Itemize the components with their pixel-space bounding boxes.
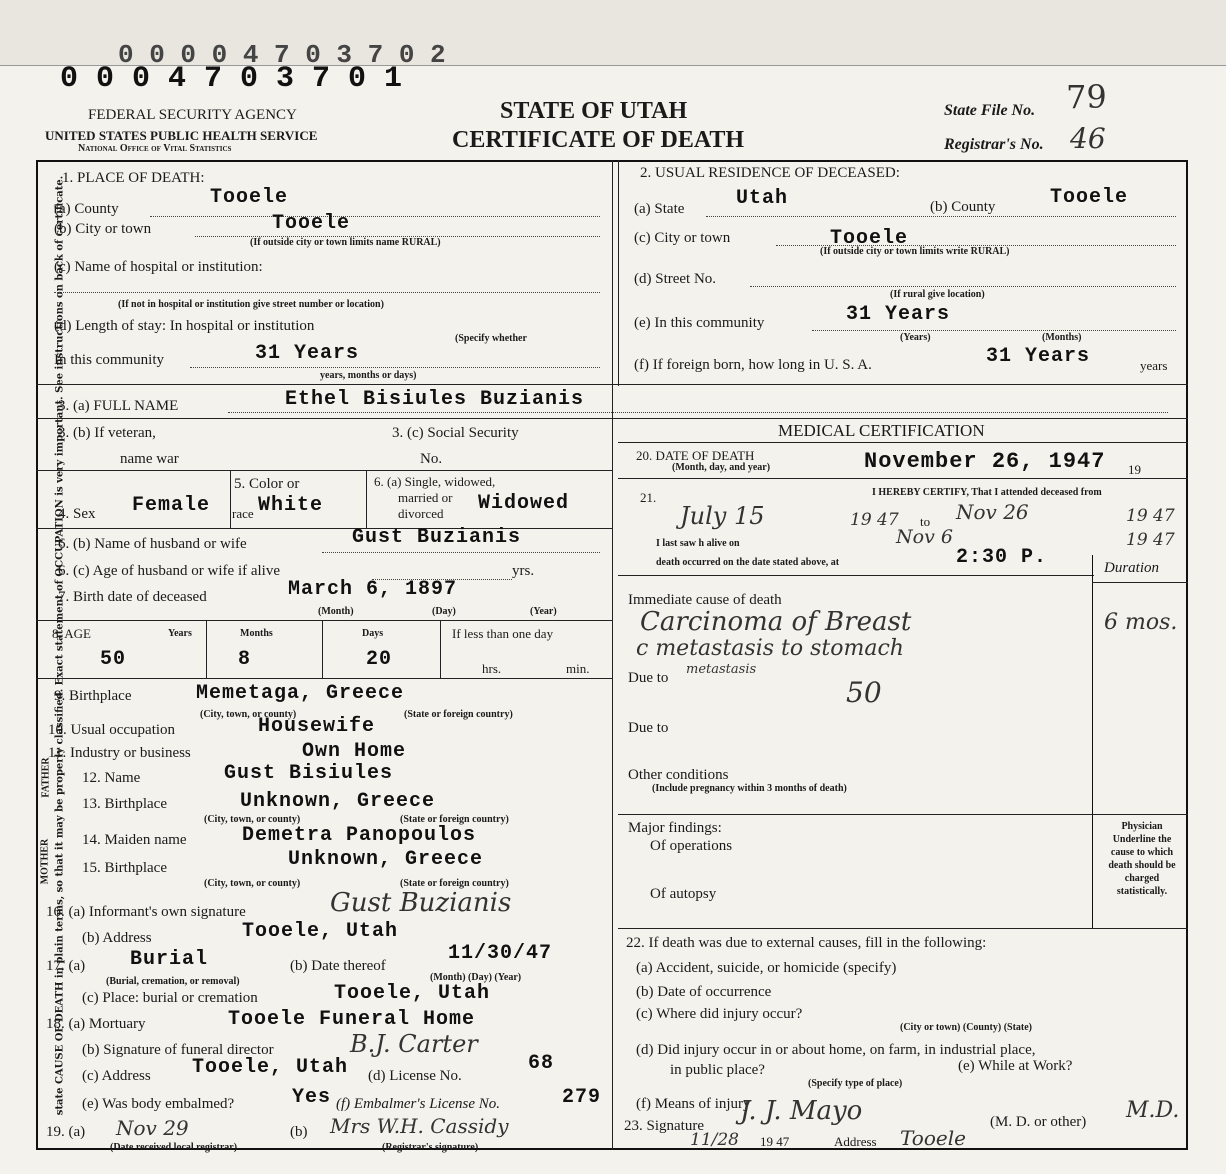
mother-birth-state-note: (State or foreign country) [400,878,509,889]
license-label: (d) License No. [368,1068,462,1084]
father-birth-label: 13. Birthplace [82,796,167,812]
birthplace-value: Memetaga, Greece [196,682,405,705]
director-label: (b) Signature of funeral director [82,1042,274,1058]
hospital-label: (c) Name of hospital or institution: [54,259,263,275]
medical-heading: MEDICAL CERTIFICATION [778,421,985,440]
burial-date-note: (Month) (Day) (Year) [430,972,522,983]
father-birth-state-note: (State or foreign country) [400,814,509,825]
embalmer-value: 279 [562,1086,602,1109]
external-heading: 22. If death was due to external causes, fill in the following: [626,935,987,951]
birth-day-note: (Day) [432,606,456,617]
attended-from: July 15 [680,502,765,530]
age-label: 8. AGE [52,626,91,641]
residence-state-line [706,216,1176,217]
age-months-label: Months [240,628,273,639]
burial-date-label: (b) Date thereof [290,958,386,974]
disposition-label: 17. (a) [46,958,86,974]
maiden-label: 14. Maiden name [82,832,187,848]
signature-address-label: Address [834,1134,877,1149]
certificate-number: 0 0 0 4 7 0 3 7 0 1 [60,62,403,96]
age-row-top [36,620,612,621]
birth-value: March 6, 1897 [288,578,458,601]
informant-signature: Gust Buzianis [330,888,512,918]
signature-label: 23. Signature [624,1118,704,1134]
attended-to: Nov 26 [956,500,1029,524]
mortuary-label: 18. (a) Mortuary [46,1016,146,1032]
occupation-value: Housewife [258,715,376,738]
center-divider [612,160,613,1150]
place-city-note: (If outside city or town limits name RURAL) [250,237,441,248]
death-date-label: 20. DATE OF DEATH [636,448,755,463]
registrar-label: Registrar's No. [944,136,1044,153]
industry-label: 11. Industry or business [48,745,191,761]
major-line-top [618,814,1188,815]
external-f: (f) Means of injury [636,1096,751,1112]
full-name-line [228,412,1168,413]
age-divider-2 [322,620,323,678]
physician-note: Physician Underline the cause to which death should be charged statistically. [1108,821,1176,897]
foreign-unit: years [1140,358,1168,373]
autopsy-label: Of autopsy [650,886,717,902]
age-days-label: Days [362,628,384,639]
veteran-label: 3. (b) If veteran, [58,425,156,441]
attended-to-year: 19 47 [1126,506,1175,526]
sex-label: 4. Sex [58,506,96,522]
birth-label: 7. Birth date of deceased [58,589,207,605]
external-line-top [618,928,1188,929]
certify-num: 21. [640,490,657,505]
center-divider-2 [618,160,619,386]
spouse-label: 6. (b) Name of husband or wife [58,536,247,552]
mother-birth-label: 15. Birthplace [82,860,167,876]
signature-value: J. J. Mayo [740,1096,863,1126]
external-d: (d) Did injury occur in or about home, on farm, in industrial place, [636,1042,1036,1058]
father-birth-value: Unknown, Greece [240,790,436,813]
residence-heading: 2. USUAL RESIDENCE OF DECEASED: [640,165,900,181]
age-years-value: 50 [100,648,127,671]
embalmer-label: (f) Embalmer's License No. [336,1096,501,1112]
external-d-note: (Specify type of place) [808,1078,903,1089]
director-signature: B.J. Carter [350,1030,478,1058]
major-label: Major findings: [628,820,722,836]
ss-label: 3. (c) Social Security [392,425,519,441]
community-line [190,367,600,368]
margin-note: state CAUSE OF DEATH in plain terms, so that it may be properly classified. Exact statement of OCCUPATION is very important. See instructions on back of certificate. [54,175,66,1116]
spouse-value: Gust Buzianis [352,526,522,549]
informant-address-value: Tooele, Utah [242,920,399,943]
community-note: years, months or days) [320,370,417,381]
external-c: (c) Where did injury occur? [636,1006,803,1022]
state-title: STATE OF UTAH [500,98,688,124]
residence-community-value: 31 Years [846,303,951,326]
duration-label-line [1092,582,1188,583]
community-value: 31 Years [255,342,360,365]
due-to-code: 50 [846,676,882,709]
veteran-label-2: name war [120,451,179,467]
signature-date: 11/28 [690,1130,739,1150]
burial-address-value: Tooele, Utah [192,1056,349,1079]
sex-row-bottom [36,528,612,529]
external-a: (a) Accident, suicide, or homicide (specify) [636,960,897,976]
office-name: National Office of Vital Statistics [78,143,232,154]
sex-color-divider [230,470,231,528]
mortuary-value: Tooele Funeral Home [228,1008,476,1031]
full-name-value: Ethel Bisiules Buzianis [285,388,585,411]
attended-from-year: 19 47 [850,510,899,530]
external-d2: in public place? [670,1062,765,1078]
father-side-label: FATHER [40,757,52,798]
marital-label: 6. (a) Single, widowed, [374,474,496,489]
certify-line-top [618,478,1188,479]
age-row-bottom [36,678,612,679]
immediate-value: Carcinoma of Breast [640,607,912,637]
death-date-note: (Month, day, and year) [672,462,771,473]
name-row-bottom [36,418,1188,419]
informant-label: 16. (a) Informant's own signature [46,904,246,920]
age-hrs: hrs. [482,661,502,676]
place-county-value: Tooele [210,186,289,209]
marital-label-3: divorced [398,506,444,521]
residence-street-label: (d) Street No. [634,271,717,287]
last-saw-label: I last saw h alive on [656,538,740,549]
spouse-line [322,552,600,553]
residence-community-label: (e) In this community [634,315,765,331]
father-name-value: Gust Bisiules [224,762,394,785]
residence-city-value: Tooele [830,227,909,250]
hospital-line [54,292,600,293]
place-city-value: Tooele [272,212,351,235]
agency-name: FEDERAL SECURITY AGENCY [88,107,297,123]
medical-heading-line [618,442,1188,443]
community-label: In this community [54,352,164,368]
residence-state-value: Utah [736,187,789,210]
last-saw-value: Nov 6 [896,526,953,548]
color-value: White [258,494,324,517]
mother-birth-value: Unknown, Greece [288,848,484,871]
industry-value: Own Home [302,740,407,763]
stay-label: (d) Length of stay: In hospital or institution [54,318,315,334]
residence-county-value: Tooele [1050,186,1129,209]
duration-label: Duration [1104,560,1160,576]
father-birth-city-note: (City, town, or county) [204,814,301,825]
age-divider-3 [440,620,441,678]
certify-text: I HEREBY CERTIFY, That I attended deceased from [872,487,1102,498]
birthplace-city-note: (City, town, or county) [200,709,297,720]
occurred-value: 2:30 P. [956,546,1048,569]
birthplace-state-note: (State or foreign country) [404,709,513,720]
foreign-value: 31 Years [986,345,1091,368]
external-c-note: (City or town) (County) (State) [900,1022,1033,1033]
external-b: (b) Date of occurrence [636,984,772,1000]
disposition-note: (Burial, cremation, or removal) [106,976,240,987]
residence-years-note: (Years) [900,332,931,343]
age-days-value: 20 [366,648,393,671]
death-date-suffix: 19 [1128,462,1141,477]
service-name: UNITED STATES PUBLIC HEALTH SERVICE [45,128,318,143]
external-e: (e) While at Work? [958,1058,1073,1074]
state-file-value: 79 [1066,78,1107,116]
informant-address-label: (b) Address [82,930,152,946]
spouse-age-label: 6. (c) Age of husband or wife if alive [58,563,281,579]
immediate-value-2: c metastasis to stomach [636,636,904,661]
burial-date-value: 11/30/47 [448,942,553,965]
place-county-label: (a) County [54,201,119,217]
certificate-number-behind: 0 0 0 0 4 7 0 3 7 0 2 [118,40,446,70]
age-divider-1 [206,620,207,678]
residence-city-label: (c) City or town [634,230,731,246]
place-heading: 1. PLACE OF DEATH: [62,170,205,186]
father-name-label: 12. Name [82,770,141,786]
birth-month-note: (Month) [318,606,354,617]
received-value: Nov 29 [116,1116,189,1140]
death-date-value: November 26, 1947 [864,449,1106,474]
place-city-label: (b) City or town [54,221,152,237]
embalmed-value: Yes [292,1086,332,1109]
name-row-top [36,384,1188,385]
maiden-value: Demetra Panopoulos [242,824,477,847]
other-note: (Include pregnancy within 3 months of death) [652,783,847,794]
residence-community-line [812,330,1176,331]
color-marital-divider [366,470,367,528]
residence-street-line [750,286,1176,287]
marital-value: Widowed [478,492,570,515]
signature-year: 19 47 [760,1134,790,1149]
color-label: 5. Color or [234,476,300,492]
registrar-signature: Mrs W.H. Cassidy [330,1114,509,1138]
age-under-day-label: If less than one day [452,626,554,641]
age-years-label: Years [168,628,192,639]
birthplace-label: 9. Birthplace [54,688,132,704]
residence-state-label: (a) State [634,201,685,217]
license-value: 68 [528,1052,555,1075]
age-min: min. [566,661,590,676]
race-label: race [232,506,254,521]
full-name-label: 3. (a) FULL NAME [58,398,179,414]
due-to-label: Due to [628,670,669,686]
residence-city-note: (If outside city or town limits write RURAL) [820,246,1010,257]
hospital-note: (If not in hospital or institution give street number or location) [118,299,384,310]
birth-year-note: (Year) [530,606,557,617]
due-to-value: metastasis [686,662,757,677]
burial-address-label: (c) Address [82,1068,151,1084]
burial-place-label: (c) Place: burial or cremation [82,990,258,1006]
foreign-label: (f) If foreign born, how long in U. S. A. [634,357,872,373]
residence-months-note: (Months) [1042,332,1082,343]
sex-row-top [36,470,612,471]
received-label: 19. (a) [46,1124,86,1140]
registrar-sig-note: (Registrar's signature) [382,1142,479,1153]
certificate-title: CERTIFICATE OF DEATH [452,127,745,153]
ss-label-2: No. [420,451,443,467]
received-note: (Date received local registrar) [110,1142,238,1153]
registrar-sig-label: (b) [290,1124,308,1140]
duration-line-top [618,575,1094,576]
operations-label: Of operations [650,838,733,854]
mother-birth-city-note: (City, town, or county) [204,878,301,889]
state-file-label: State File No. [944,102,1036,119]
registrar-value: 46 [1070,122,1106,155]
occurred-label: death occurred on the date stated above, at [656,557,840,568]
due-to-2-label: Due to [628,720,669,736]
disposition-value: Burial [130,948,209,971]
other-label: Other conditions [628,767,729,783]
mother-side-label: MOTHER [39,838,51,885]
last-saw-year: 19 47 [1126,530,1175,550]
signature-address-value: Tooele [900,1126,966,1150]
md-value: M.D. [1126,1098,1180,1123]
sex-value: Female [132,494,211,517]
attended-to-label: to [920,514,931,529]
md-label: (M. D. or other) [990,1114,1087,1130]
marital-label-2: married or [398,490,453,505]
embalmed-label: (e) Was body embalmed? [82,1096,235,1112]
occupation-label: 10. Usual occupation [48,722,176,738]
residence-street-note: (If rural give location) [890,289,985,300]
immediate-duration: 6 mos. [1104,610,1178,635]
age-months-value: 8 [238,648,252,671]
stay-note: (Specify whether [455,333,527,344]
burial-place-value: Tooele, Utah [334,982,491,1005]
immediate-label: Immediate cause of death [628,592,782,608]
place-county-line [150,216,600,217]
spouse-age-unit: yrs. [512,563,535,579]
residence-county-label: (b) County [930,199,996,215]
